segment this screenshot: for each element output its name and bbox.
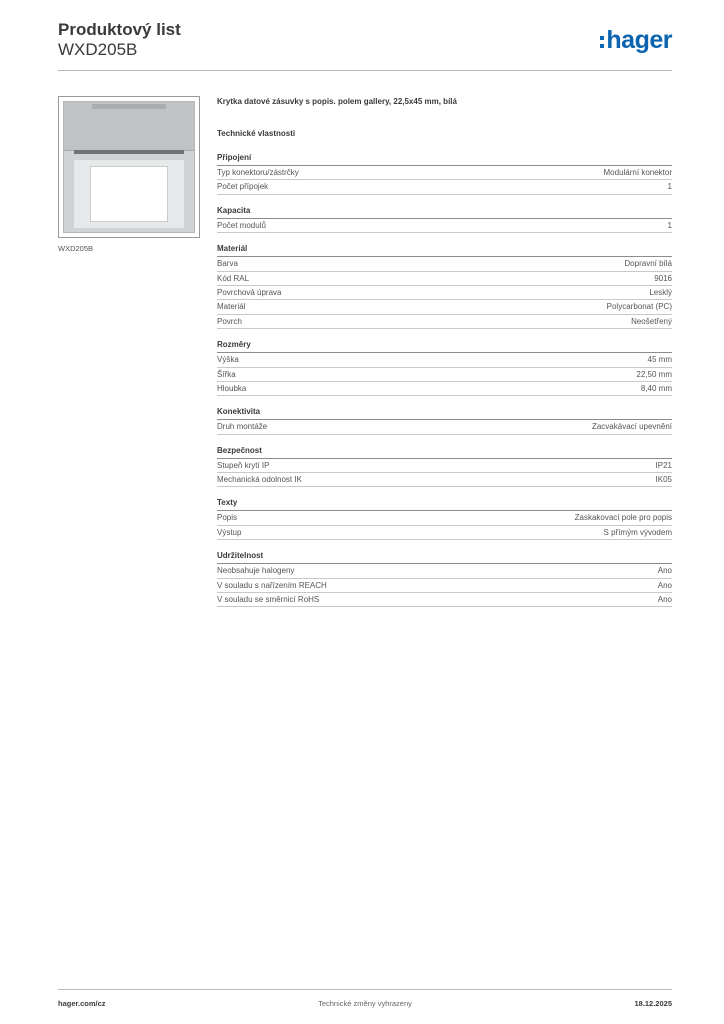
spec-row [217,180,672,194]
document-title: Produktový list [58,20,181,39]
section-title: Konektivita [217,406,672,420]
spec-label: Šířka [217,369,236,379]
spec-value: IP21 [655,460,672,470]
footer-date: 18.12.2025 [634,999,672,1008]
spec-row [217,315,672,329]
spec-section [217,550,672,607]
spec-section [217,406,672,434]
page-footer [58,989,672,1014]
spec-row [217,579,672,593]
spec-value: Dopravní bílá [624,259,672,269]
spec-value: 45 mm [647,355,672,365]
spec-label: Výška [217,355,239,365]
section-title: Připojení [217,152,672,166]
spec-row [217,420,672,434]
spec-label: Popis [217,513,238,523]
spec-label: V souladu s nařízením REACH [217,580,327,590]
spec-label: Typ konektoru/zástrčky [217,168,299,177]
spec-row [217,526,672,540]
spec-value: 1 [667,220,672,230]
spec-row [217,564,672,578]
product-image [58,96,200,238]
cover-hinge [92,104,166,109]
spec-value: Polycarbonat (PC) [606,302,672,312]
spec-label: Hloubka [217,383,247,393]
image-caption: WXD205B [58,244,94,253]
spec-row [217,286,672,300]
spec-row [217,473,672,487]
technical-properties-heading: Technické vlastnosti [217,129,296,138]
section-title: Udržitelnost [217,550,672,564]
spec-row [217,300,672,314]
spec-value: Ano [657,595,672,605]
cover-plate-illustration [63,101,195,233]
spec-section [217,339,672,396]
spec-row [217,593,672,607]
spec-row [217,257,672,271]
section-title: Texty [217,497,672,511]
spec-row [217,368,672,382]
spec-label: Počet přípojek [217,182,269,192]
spec-label: Počet modulů [217,220,266,230]
spec-section [217,243,672,329]
footer-website: hager.com/cz [58,999,106,1008]
footer-note: Technické změny vyhrazeny [318,999,412,1008]
spec-label: Kód RAL [217,273,250,283]
spec-row [217,219,672,233]
spec-value: Neošetřený [631,316,672,326]
product-description: Krytka datové zásuvky s popis. polem gallery, 22,5x45 mm, bílá [217,97,457,106]
spec-value: 22,50 mm [636,369,672,379]
spec-row [217,166,672,180]
page-header [58,20,672,71]
spec-label: Povrch [217,316,242,326]
spec-section [217,497,672,540]
cover-strip [74,150,184,154]
spec-sections [217,152,672,607]
specification-area [217,96,672,617]
spec-label: Povrchová úprava [217,287,282,297]
spec-row [217,382,672,396]
spec-value: Zaskakovací pole pro popis [574,513,672,523]
spec-value: S přímým vývodem [603,527,672,537]
product-code: WXD205B [58,40,138,59]
spec-row [217,459,672,473]
spec-value: 9016 [654,273,672,283]
spec-section [217,152,672,195]
spec-value: Lesklý [649,287,672,297]
spec-value: 8,40 mm [640,383,672,393]
spec-value: Modulární konektor [603,168,672,177]
spec-label: Materiál [217,302,246,312]
spec-value: 1 [667,182,672,192]
spec-label: Barva [217,259,238,269]
spec-row [217,511,672,525]
cover-lid [64,102,194,151]
spec-label: V souladu se směrnicí RoHS [217,595,320,605]
spec-label: Stupeň krytí IP [217,460,270,470]
spec-row [217,272,672,286]
spec-value: IK05 [655,475,672,485]
section-title: Rozměry [217,339,672,353]
section-title: Materiál [217,243,672,257]
spec-label: Neobsahuje halogeny [217,566,295,576]
spec-value: Zacvakávací upevnění [591,422,672,432]
spec-label: Druh montáže [217,422,268,432]
spec-value: Ano [657,580,672,590]
logo-text: hager [606,26,672,54]
section-title: Bezpečnost [217,445,672,459]
logo-mark-icon [600,36,604,48]
spec-row [217,353,672,367]
spec-section [217,445,672,488]
label-field [90,166,168,222]
section-title: Kapacita [217,205,672,219]
spec-label: Výstup [217,527,242,537]
spec-value: Ano [657,566,672,576]
spec-section [217,205,672,233]
spec-label: Mechanická odolnost IK [217,475,302,485]
hager-logo [600,26,672,54]
